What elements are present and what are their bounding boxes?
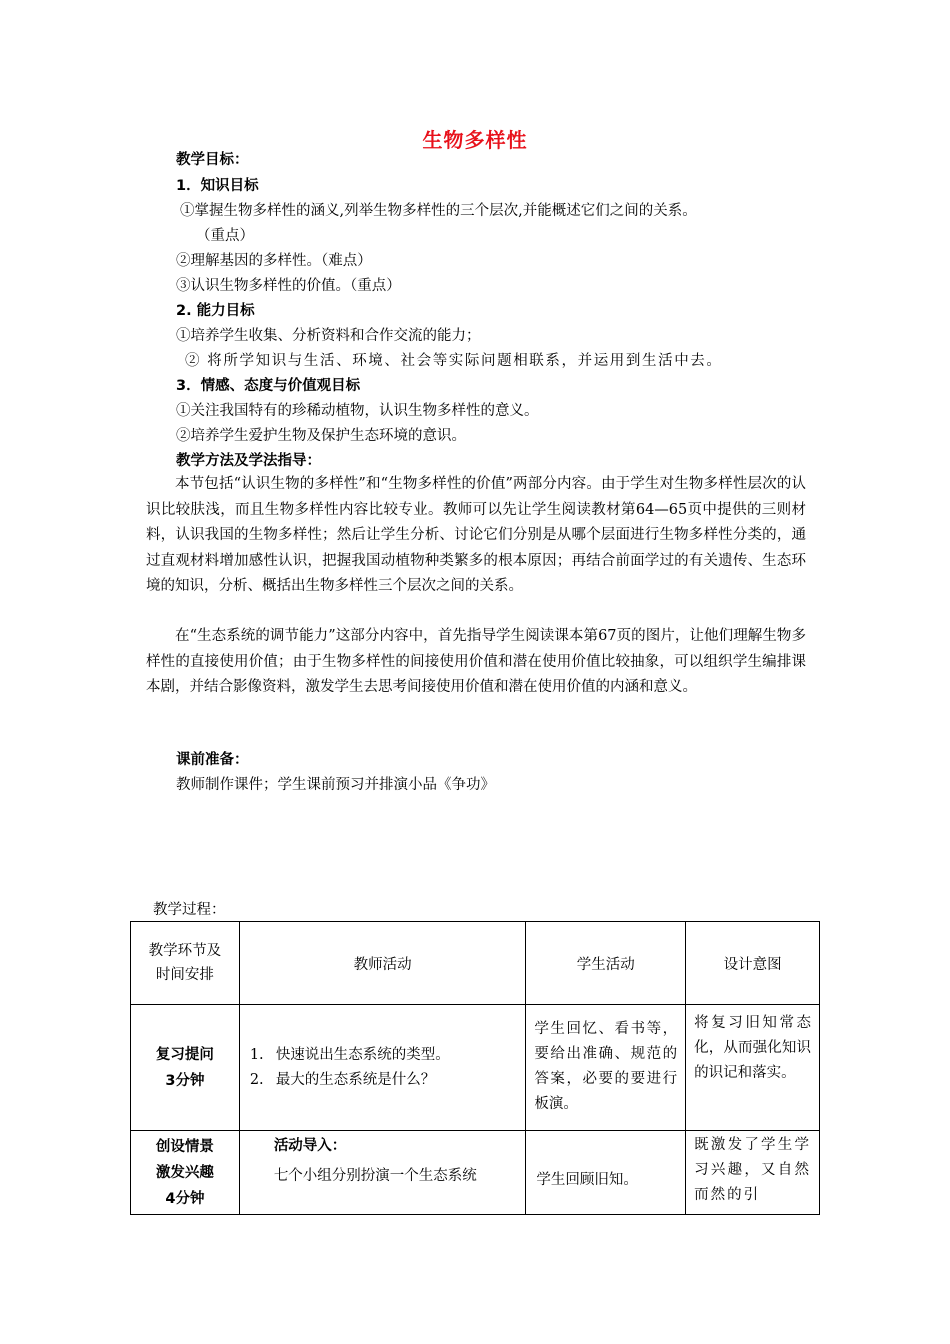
header-stage-line: 时间安排 xyxy=(155,967,214,983)
item-text: 最大的生态系统是什么？ xyxy=(275,1071,436,1088)
header-stage-line: 教学环节及 xyxy=(148,943,222,959)
student-cell xyxy=(526,1131,686,1215)
knowledge-item: ②理解基因的多样性。（难点） xyxy=(176,253,372,269)
table-row xyxy=(131,1131,820,1215)
knowledge-heading: 1．知识目标 xyxy=(176,178,259,194)
student-text: 学生回忆、看书等，要给出准确、规范的答案，必要的要进行板演。 xyxy=(534,1021,678,1112)
stage-line: 创设情景 xyxy=(155,1138,214,1155)
intent-cell xyxy=(686,1005,820,1131)
student-text: 学生回顾旧知。 xyxy=(536,1172,638,1188)
item-number: 2. xyxy=(249,1071,264,1088)
ability-item: ①培养学生收集、分析资料和合作交流的能力； xyxy=(176,328,481,344)
header-teacher: 教师活动 xyxy=(239,922,526,1005)
teacher-item xyxy=(250,1068,526,1093)
teacher-text: 七个小组分别扮演一个生态系统 xyxy=(273,1168,477,1184)
header-intent: 设计意图 xyxy=(686,922,820,1005)
ability-heading: 2. 能力目标 xyxy=(176,303,255,319)
intent-cell xyxy=(686,1131,820,1215)
objectives-heading: 教学目标： xyxy=(176,152,249,168)
table-row xyxy=(131,1005,820,1131)
student-cell xyxy=(526,1005,686,1131)
stage-line: 激发兴趣 xyxy=(155,1164,214,1181)
knowledge-item: （重点） xyxy=(196,228,254,244)
stage-line: 3分钟 xyxy=(165,1072,205,1089)
emotion-item: ①关注我国特有的珍稀动植物，认识生物多样性的意义。 xyxy=(176,403,539,419)
emotion-heading: 3．情感、态度与价值观目标 xyxy=(176,378,361,394)
stage-line: 4分钟 xyxy=(165,1190,205,1207)
emotion-item: ②培养学生爱护生物及保护生态环境的意识。 xyxy=(176,428,466,444)
stage-cell xyxy=(131,1005,240,1131)
methods-paragraph: 本节包括“认识生物的多样性”和“生物多样性的价值”两部分内容。由于学生对生物多样性层次的认识比较肤浅，而且生物多样性内容比较专业。教师可以先让学生阅读教材第64—65页中提供的三则材料，认识我国的生物多样性；然后让学生分析、讨论它们分别是从哪个层面进行生物多样性分类的，通过直观材料增加感性认识，把握我国动植物种类繁多的根本原因；再结合前面学过的有关遗传、生态环境的知识，分析、概括出生物多样性三个层次之间的关系。 xyxy=(146,476,806,594)
header-stage xyxy=(131,922,240,1005)
teacher-item xyxy=(250,1043,526,1068)
ability-item: ② 将所学知识与生活、环境、社会等实际问题相联系，并运用到生活中去。 xyxy=(185,353,723,369)
preparation-heading: 课前准备： xyxy=(176,752,249,768)
teacher-heading: 活动导入： xyxy=(273,1138,347,1154)
document-title: 生物多样性 xyxy=(422,128,528,152)
intent-text: 既激发了学生学习兴趣，又自然而然的引 xyxy=(694,1137,811,1203)
table-header-row xyxy=(131,922,820,1005)
process-label: 教学过程： xyxy=(153,902,226,918)
process-table xyxy=(130,921,820,1215)
teacher-cell xyxy=(239,1005,526,1131)
item-text: 快速说出生态系统的类型。 xyxy=(275,1046,450,1063)
intent-text: 将复习旧知常态化，从而强化知识的识记和落实。 xyxy=(694,1015,811,1081)
stage-cell xyxy=(131,1131,240,1215)
methods-heading: 教学方法及学法指导： xyxy=(176,453,321,469)
methods-paragraph: 在“生态系统的调节能力”这部分内容中，首先指导学生阅读课本第67页的图片，让他们理解生物多样性的直接使用价值；由于生物多样性的间接使用价值和潜在使用价值比较抽象，可以组织学生编排课本剧，并结合影像资料，激发学生去思考间接使用价值和潜在使用价值的内涵和意义。 xyxy=(146,628,806,695)
knowledge-item: ①掌握生物多样性的涵义,列举生物多样性的三个层次,并能概述它们之间的关系。 xyxy=(180,203,697,219)
knowledge-item: ③认识生物多样性的价值。（重点） xyxy=(176,278,401,294)
header-student: 学生活动 xyxy=(526,922,686,1005)
stage-line: 复习提问 xyxy=(155,1046,214,1063)
teacher-cell xyxy=(239,1131,526,1215)
item-number: 1. xyxy=(249,1046,264,1063)
preparation-text: 教师制作课件；学生课前预习并排演小品《争功》 xyxy=(176,777,495,793)
